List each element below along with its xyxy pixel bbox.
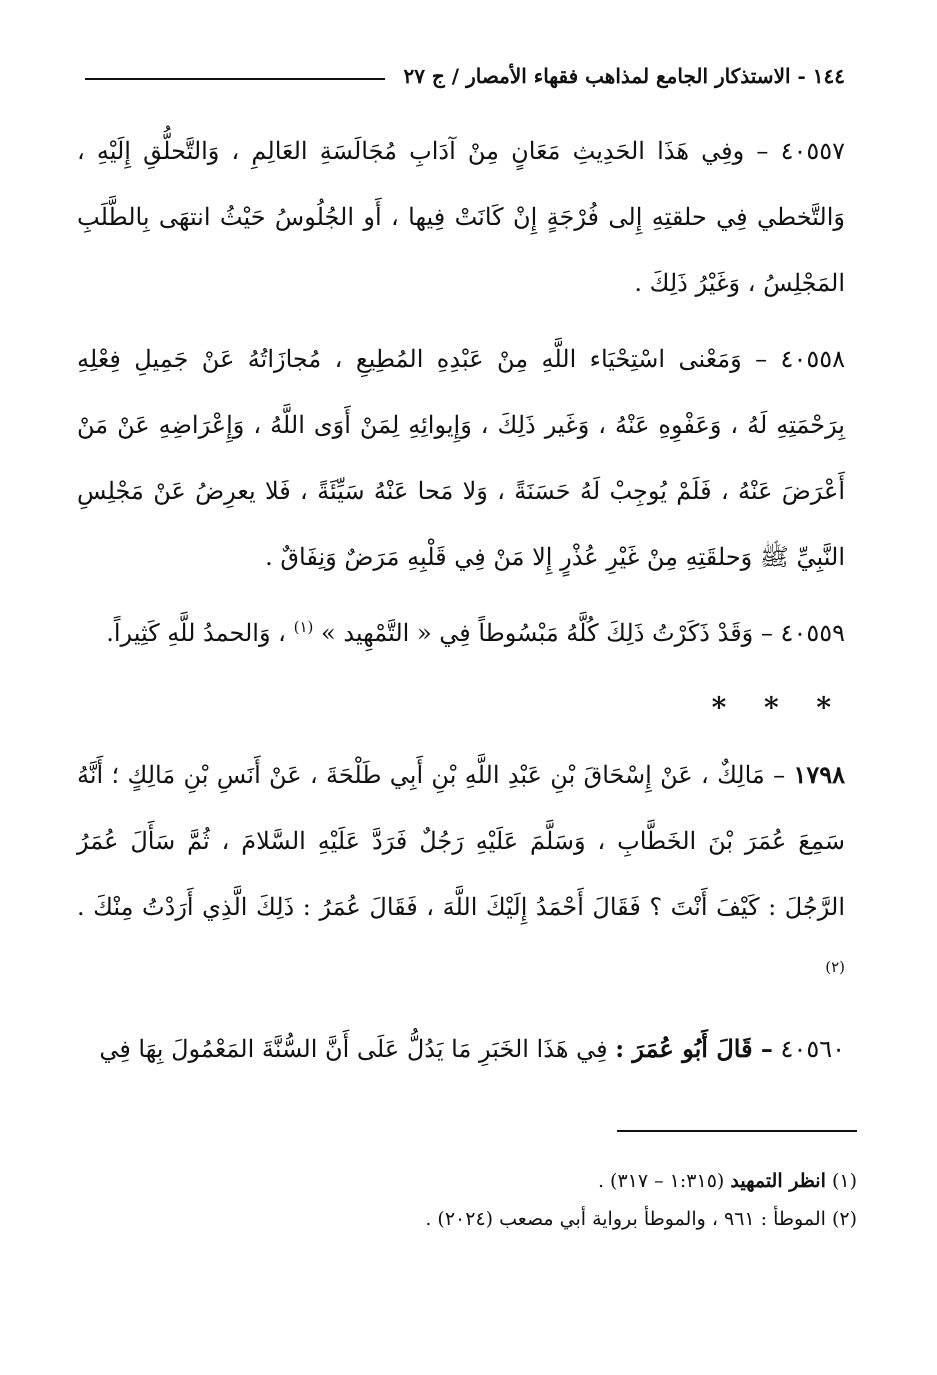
main-text (77, 118, 845, 1082)
section-divider: * * * (711, 691, 845, 724)
footnote-marker: (٢) (831, 1208, 857, 1230)
paragraph-text: – وفِي هَذَا الحَدِيثِ مَعَانٍ مِنْ آدَابِ مُجَالَسَةِ العَالِمِ ، وَالتَّحلُّقِ إِلَيْهِ ، وَالتَّخطي فِي حلقتِهِ إِلى فُرْجَةٍ إِنْ كَانَتْ فِيها ، أَو الجُلُوسُ حَيْثُ انتهَى بِالطَّلَبِ المَجْلِسُ ، وَغَيْرُ ذَلِكَ . (77, 137, 845, 297)
paragraph-text: – وَمَعْنى اسْتِحْيَاء اللَّهِ مِنْ عَبْدِهِ المُطِيعِ ، مُجازَاتُهُ عَنْ جَمِيلِ فِعْلِهِ بِرَحْمَتِهِ لَهُ ، وَعَفْوِهِ عَنْهُ ، وَغَير ذَلِكَ ، وَإِيوائِهِ لِمَنْ أَوَى اللَّهُ ، وَإِعْرَاضِهِ عَنْ مَنْ أَعْرَضَ عَنْهُ ، فَلَمْ يُوجِبْ لَهُ حَسَنَةً ، وَلا مَحا عَنْهُ سَيِّئَةً ، فَلا يعرِضُ عَنْ مَجْلِسِ النَّبِيِّ ﷺ وَحلقَتِهِ مِنْ غَيْرِ عُذْرٍ إِلا مَنْ فِي قَلْبِهِ مَرَضٌ وَنِفَاقٌ . (77, 345, 845, 571)
footnote-marker: (١) (831, 1170, 857, 1192)
footnote-2 (77, 1200, 857, 1238)
footnote-text: الموطأ : ٩٦١ ، والموطأ برواية أبي مصعب (٢٠٢٤) . (425, 1208, 826, 1230)
paragraph-number: ٤٠٥٥٧ (780, 137, 846, 165)
footnote-ref-1[interactable]: (١) (293, 618, 314, 636)
footnote-text: (١:٣١٥ – ٣١٧) . (597, 1170, 725, 1192)
paragraph-text: – وَقَدْ ذَكَرْتُ ذَلِكَ كُلَّهُ مَبْسُوطاً فِي « التَّمْهِيد » (321, 619, 773, 647)
running-header (85, 58, 845, 94)
header-title: ١٤٤ - الاستذكار الجامع لمذاهب فقهاء الأمصار / ج ٢٧ (403, 64, 845, 88)
paragraph-text: فِي هَذَا الخَبَرِ مَا يَدُلُّ عَلَى أَنَّ السُّنَّةَ المَعْمُولَ بِهَا فِي (99, 1035, 608, 1063)
hadith-number: ١٧٩٨ (793, 760, 845, 789)
hadith-1798 (77, 742, 845, 1006)
footnote-ref-2[interactable]: (٢) (825, 958, 845, 976)
footnote-1 (77, 1162, 857, 1200)
paragraph-number: ٤٠٥٥٩ (780, 619, 845, 647)
footnote-rule (617, 1130, 857, 1132)
paragraph-number: ٤٠٥٦٠ (780, 1035, 845, 1063)
paragraph-40557 (77, 118, 845, 316)
footnotes (77, 1162, 857, 1238)
hadith-text: – مَالِكٌ ، عَنْ إِسْحَاقَ بْنِ عَبْدِ اللَّهِ بْنِ أَبِي طَلْحَةَ ، عَنْ أَنَسِ بْنِ مَالِكٍ ؛ أَنَّهُ سَمِعَ عُمَرَ بْنَ الخَطَّابِ ، وَسَلَّمَ عَلَيْهِ رَجُلٌ فَرَدَّ عَلَيْهِ السَّلامَ ، ثُمَّ سَأَلَ عُمَرُ الرَّجُلَ : كَيْفَ أَنْتَ ؟ فَقَالَ أَحْمَدُ إِلَيْكَ اللَّهَ ، فَقَالَ عُمَرُ : ذَلِكَ الَّذِي أَرَدْتُ مِنْكَ . (77, 761, 845, 921)
paragraph-text-end: ، وَالحمدُ للَّهِ كَثِيراً. (106, 619, 286, 647)
header-rule (85, 78, 385, 80)
paragraph-40560 (77, 1016, 845, 1082)
paragraph-number: ٤٠٥٥٨ (780, 345, 845, 373)
paragraph-40558 (77, 326, 845, 590)
paragraph-lead: – قَالَ أَبُو عُمَرَ : (615, 1034, 773, 1063)
paragraph-40559 (77, 600, 845, 666)
footnote-label: انظر التمهيد (730, 1170, 826, 1192)
